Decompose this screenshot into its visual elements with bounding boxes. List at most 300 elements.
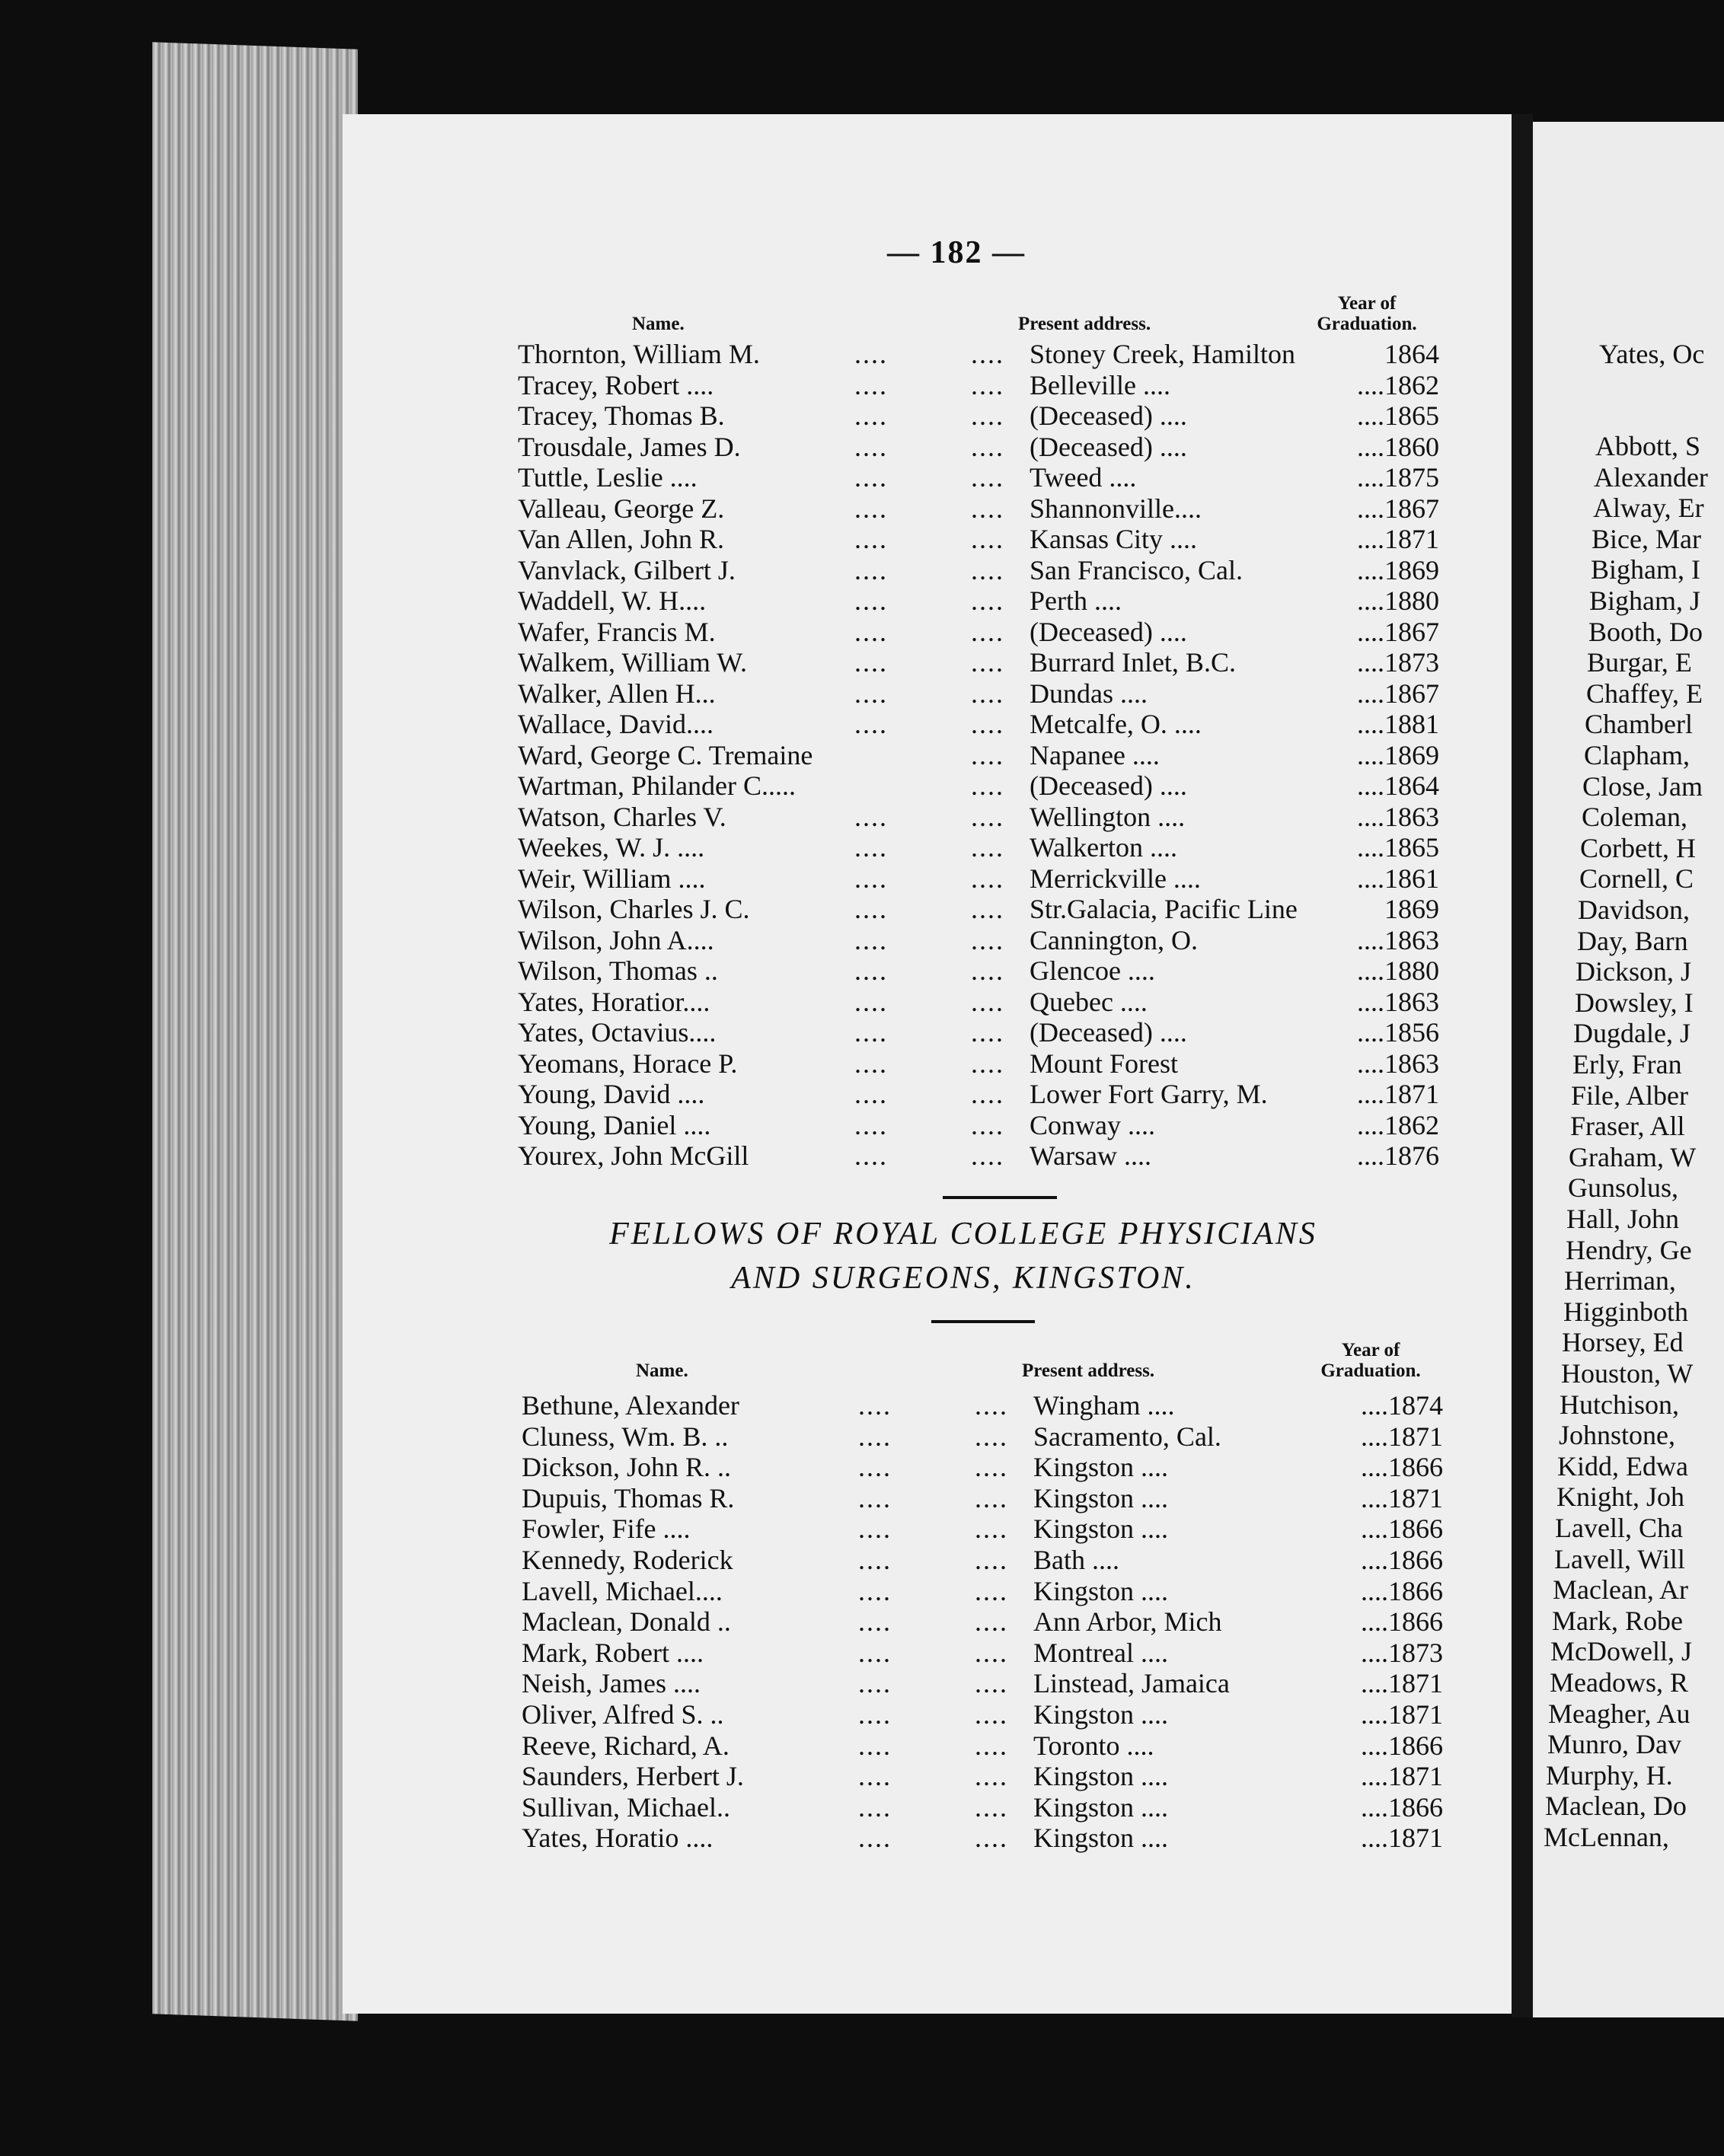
entry-year: ....1867 bbox=[1357, 616, 1439, 647]
entry-address: Kansas City .... bbox=[1030, 524, 1197, 554]
leader-dots: .... bbox=[971, 462, 1004, 493]
leader-dots: .... bbox=[854, 554, 888, 585]
right-page-entry: Clapham, bbox=[1584, 740, 1690, 770]
right-page-entry: Cornell, C bbox=[1579, 863, 1694, 895]
entry-address: Kingston .... bbox=[1033, 1452, 1169, 1483]
entry-year: ....1871 bbox=[1361, 1421, 1443, 1452]
entry-name: Wafer, Francis M. bbox=[518, 616, 716, 647]
entry-name: Watson, Charles V. bbox=[518, 801, 726, 832]
leader-dots: .... bbox=[858, 1791, 892, 1823]
leader-dots: .... bbox=[971, 770, 1004, 801]
leader-dots: .... bbox=[971, 986, 1004, 1017]
divider-rule bbox=[931, 1320, 1035, 1323]
list2-header-name: Name. bbox=[636, 1360, 688, 1381]
entry-year: ....1867 bbox=[1357, 678, 1439, 709]
right-page-entry: McDowell, J bbox=[1550, 1636, 1692, 1667]
entry-name: Wilson, Charles J. C. bbox=[518, 894, 750, 924]
leader-dots: .... bbox=[854, 369, 888, 400]
entry-year: ....1871 bbox=[1357, 1079, 1439, 1109]
leader-dots: .... bbox=[975, 1545, 1008, 1575]
entry-name: Young, David .... bbox=[518, 1079, 705, 1109]
entry-year: ....1865 bbox=[1357, 832, 1439, 863]
leader-dots: .... bbox=[858, 1513, 892, 1545]
entry-address: Kingston .... bbox=[1033, 1575, 1169, 1606]
leader-dots: .... bbox=[971, 585, 1004, 616]
right-page-entry: McLennan, bbox=[1544, 1822, 1669, 1852]
entry-address: Str.Galacia, Pacific Line bbox=[1030, 894, 1298, 924]
entry-address: Merrickville .... bbox=[1030, 863, 1201, 894]
right-page-entry: Dickson, J bbox=[1576, 956, 1691, 987]
entry-name: Yates, Octavius.... bbox=[518, 1017, 717, 1048]
entry-address: Warsaw .... bbox=[1030, 1140, 1152, 1171]
leader-dots: .... bbox=[971, 894, 1004, 924]
leader-dots: .... bbox=[858, 1668, 892, 1699]
list1-header-address: Present address. bbox=[1018, 314, 1151, 334]
entry-name: Reeve, Richard, A. bbox=[522, 1730, 730, 1761]
entry-address: (Deceased) .... bbox=[1030, 616, 1187, 647]
entry-address: Bath .... bbox=[1033, 1545, 1119, 1575]
leader-dots: .... bbox=[858, 1761, 892, 1792]
entry-name: Tracey, Thomas B. bbox=[518, 400, 725, 431]
entry-address: Kingston .... bbox=[1033, 1791, 1169, 1823]
entry-address: Burrard Inlet, B.C. bbox=[1030, 647, 1236, 678]
entry-address: Napanee .... bbox=[1030, 739, 1160, 770]
list2-header-year-line1: Year of bbox=[1341, 1340, 1400, 1360]
leader-dots: .... bbox=[971, 616, 1004, 647]
entry-address: Metcalfe, O. .... bbox=[1030, 709, 1202, 739]
entry-row bbox=[522, 1730, 1443, 1761]
leader-dots: .... bbox=[971, 493, 1004, 524]
right-page-entry: Mark, Robe bbox=[1552, 1605, 1683, 1636]
right-page-entry: Dugdale, J bbox=[1573, 1018, 1690, 1049]
leader-dots: .... bbox=[854, 1017, 888, 1048]
entry-name: Trousdale, James D. bbox=[518, 431, 741, 462]
leader-dots: .... bbox=[858, 1545, 892, 1575]
entry-year: 1864 bbox=[1384, 339, 1439, 369]
entry-name: Wallace, David.... bbox=[518, 709, 714, 739]
entry-row bbox=[522, 1823, 1443, 1853]
entry-row bbox=[518, 740, 1439, 770]
leader-dots: .... bbox=[975, 1668, 1008, 1699]
entry-row bbox=[518, 524, 1439, 554]
entry-name: Young, Daniel .... bbox=[518, 1109, 711, 1140]
entry-row bbox=[522, 1545, 1443, 1575]
entry-address: Kingston .... bbox=[1033, 1699, 1169, 1730]
leader-dots: .... bbox=[971, 1017, 1004, 1048]
entry-address: Shannonville.... bbox=[1030, 493, 1202, 524]
right-page-entry: Alexander bbox=[1594, 461, 1708, 493]
book-gutter bbox=[1512, 114, 1533, 2017]
leader-dots: .... bbox=[854, 493, 888, 524]
leader-dots: .... bbox=[854, 863, 888, 894]
right-page-entry: Munro, Dav bbox=[1547, 1729, 1681, 1760]
leader-dots: .... bbox=[858, 1390, 892, 1421]
entry-year: ....1873 bbox=[1361, 1637, 1443, 1668]
entry-row bbox=[518, 462, 1439, 493]
leader-dots: .... bbox=[854, 678, 888, 709]
list1-header-name: Name. bbox=[632, 314, 685, 334]
right-page-entry: Higginboth bbox=[1563, 1296, 1689, 1327]
leader-dots: .... bbox=[854, 585, 888, 616]
entry-name: Neish, James .... bbox=[522, 1668, 701, 1699]
leader-dots: .... bbox=[854, 1140, 888, 1171]
entry-address: San Francisco, Cal. bbox=[1030, 554, 1243, 585]
entry-name: Sullivan, Michael.. bbox=[522, 1791, 730, 1823]
leader-dots: .... bbox=[858, 1823, 892, 1854]
right-page-entry: Meadows, R bbox=[1550, 1667, 1688, 1698]
entry-address: Linstead, Jamaica bbox=[1033, 1668, 1230, 1699]
entry-address: Kingston .... bbox=[1033, 1482, 1169, 1513]
leader-dots: .... bbox=[971, 524, 1004, 554]
entry-year: ....1880 bbox=[1357, 585, 1439, 616]
entry-row bbox=[518, 493, 1439, 524]
entry-name: Thornton, William M. bbox=[518, 339, 760, 369]
leader-dots: .... bbox=[858, 1699, 892, 1730]
entry-name: Yates, Horatio .... bbox=[522, 1823, 714, 1854]
leader-dots: .... bbox=[971, 1140, 1004, 1171]
leader-dots: .... bbox=[971, 1048, 1004, 1079]
entry-address: Perth .... bbox=[1030, 585, 1122, 616]
leader-dots: .... bbox=[975, 1513, 1008, 1545]
entry-address: (Deceased) .... bbox=[1030, 770, 1187, 801]
page-number: — 182 — bbox=[887, 235, 1026, 270]
entry-row bbox=[518, 1048, 1439, 1079]
right-page-entry: Horsey, Ed bbox=[1562, 1327, 1684, 1358]
entry-year: ....1881 bbox=[1357, 709, 1439, 739]
entry-row bbox=[518, 1140, 1439, 1171]
leader-dots: .... bbox=[975, 1390, 1008, 1421]
entry-year: ....1880 bbox=[1357, 955, 1439, 986]
leader-dots: .... bbox=[854, 924, 888, 955]
leader-dots: .... bbox=[854, 894, 888, 924]
leader-dots: .... bbox=[854, 431, 888, 462]
right-page-entry: Kidd, Edwa bbox=[1557, 1450, 1688, 1481]
leader-dots: .... bbox=[971, 431, 1004, 462]
leader-dots: .... bbox=[854, 339, 888, 369]
entry-address: Quebec .... bbox=[1030, 986, 1148, 1017]
entry-name: Tuttle, Leslie .... bbox=[518, 462, 698, 493]
leader-dots: .... bbox=[975, 1730, 1008, 1761]
entry-year: ....1876 bbox=[1357, 1140, 1439, 1171]
entry-row bbox=[522, 1792, 1443, 1823]
entry-name: Bethune, Alexander bbox=[522, 1390, 739, 1421]
entry-address: (Deceased) .... bbox=[1030, 400, 1187, 431]
right-page-entry: Booth, Do bbox=[1588, 616, 1703, 647]
entry-address: Kingston .... bbox=[1033, 1513, 1169, 1545]
right-page-entry: Herriman, bbox=[1564, 1265, 1676, 1296]
entry-year: ....1863 bbox=[1357, 801, 1439, 832]
leader-dots: .... bbox=[854, 955, 888, 986]
entry-name: Fowler, Fife .... bbox=[522, 1513, 691, 1545]
leader-dots: .... bbox=[854, 1079, 888, 1109]
entry-year: ....1864 bbox=[1357, 770, 1439, 801]
leader-dots: .... bbox=[854, 524, 888, 554]
entry-year: ....1866 bbox=[1361, 1791, 1443, 1823]
right-page-entry: Fraser, All bbox=[1570, 1111, 1685, 1142]
entry-row bbox=[522, 1668, 1443, 1698]
entry-address: Belleville .... bbox=[1030, 369, 1170, 400]
right-page-entry: Maclean, Ar bbox=[1553, 1574, 1688, 1606]
section-title bbox=[461, 1212, 1466, 1300]
entry-year: ....1863 bbox=[1357, 924, 1439, 955]
leader-dots: .... bbox=[971, 678, 1004, 709]
leader-dots: .... bbox=[854, 709, 888, 739]
leader-dots: .... bbox=[971, 801, 1004, 832]
divider-rule bbox=[943, 1196, 1057, 1199]
entry-name: Tracey, Robert .... bbox=[518, 369, 714, 400]
entry-row bbox=[518, 709, 1439, 739]
right-page-entry: Knight, Joh bbox=[1556, 1481, 1685, 1513]
right-page-entry: Burgar, E bbox=[1587, 647, 1692, 678]
entry-address: Walkerton .... bbox=[1030, 832, 1178, 863]
entry-year: ....1869 bbox=[1357, 554, 1439, 585]
leader-dots: .... bbox=[854, 801, 888, 832]
entry-row bbox=[522, 1576, 1443, 1606]
section-title-line2: AND SURGEONS, KINGSTON. bbox=[731, 1261, 1196, 1296]
leader-dots: .... bbox=[858, 1452, 892, 1483]
entry-row bbox=[518, 832, 1439, 863]
entry-name: Yates, Horatior.... bbox=[518, 986, 710, 1017]
list2-header-year bbox=[1298, 1340, 1443, 1381]
right-page-entry: Johnstone, bbox=[1559, 1420, 1675, 1451]
list2-header-address: Present address. bbox=[1022, 1360, 1155, 1381]
entry-year: ....1863 bbox=[1357, 1048, 1439, 1079]
right-page-entry: Maclean, Do bbox=[1545, 1791, 1687, 1822]
entry-row bbox=[518, 802, 1439, 832]
entry-address: Glencoe .... bbox=[1030, 955, 1155, 986]
leader-dots: .... bbox=[975, 1575, 1008, 1606]
right-page-entry: Davidson, bbox=[1578, 895, 1690, 925]
entry-row bbox=[522, 1761, 1443, 1791]
entry-address: Lower Fort Garry, M. bbox=[1030, 1079, 1268, 1109]
entry-year: ....1865 bbox=[1357, 400, 1439, 431]
entry-name: Vanvlack, Gilbert J. bbox=[518, 554, 736, 585]
entry-row bbox=[518, 555, 1439, 585]
right-page-entry: Close, Jam bbox=[1582, 770, 1703, 802]
right-page-entry: Coleman, bbox=[1582, 802, 1687, 833]
right-page-entry: Hall, John bbox=[1566, 1204, 1679, 1234]
entry-name: Walker, Allen H... bbox=[518, 678, 716, 709]
entry-name: Mark, Robert .... bbox=[522, 1637, 704, 1668]
entry-row bbox=[518, 894, 1439, 924]
right-page-entry: Graham, W bbox=[1569, 1141, 1697, 1172]
right-page-entry: Bigham, J bbox=[1589, 585, 1701, 616]
leader-dots: .... bbox=[854, 616, 888, 647]
entry-row bbox=[522, 1513, 1443, 1544]
leader-dots: .... bbox=[971, 1079, 1004, 1109]
entry-address: Stoney Creek, Hamilton bbox=[1030, 339, 1295, 369]
entry-year: ....1866 bbox=[1361, 1545, 1443, 1575]
entry-row bbox=[522, 1699, 1443, 1730]
leader-dots: .... bbox=[858, 1730, 892, 1761]
right-page-entry: Houston, W bbox=[1561, 1358, 1694, 1389]
entry-row bbox=[518, 770, 1439, 801]
entry-address: Wellington .... bbox=[1030, 801, 1186, 832]
entry-year: ....1861 bbox=[1357, 863, 1439, 894]
entry-row bbox=[518, 585, 1439, 616]
right-page-entry: Murphy, H. bbox=[1546, 1759, 1673, 1791]
leader-dots: .... bbox=[975, 1761, 1008, 1792]
leader-dots: .... bbox=[858, 1637, 892, 1668]
entry-row bbox=[518, 400, 1439, 431]
list1-header-year-line2: Graduation. bbox=[1317, 314, 1417, 334]
right-page-entry: Lavell, Will bbox=[1554, 1543, 1685, 1574]
entry-address: Kingston .... bbox=[1033, 1761, 1169, 1792]
leader-dots: .... bbox=[971, 739, 1004, 770]
entry-address: Kingston .... bbox=[1033, 1823, 1169, 1854]
entry-year: ....1862 bbox=[1357, 1109, 1439, 1140]
entry-name: Dupuis, Thomas R. bbox=[522, 1482, 735, 1513]
leader-dots: .... bbox=[971, 832, 1004, 863]
leader-dots: .... bbox=[854, 462, 888, 493]
leader-dots: .... bbox=[975, 1421, 1008, 1452]
leader-dots: .... bbox=[971, 400, 1004, 431]
entry-name: Yeomans, Horace P. bbox=[518, 1048, 738, 1079]
leader-dots: .... bbox=[975, 1606, 1008, 1638]
entry-row bbox=[518, 432, 1439, 462]
entry-year: ....1873 bbox=[1357, 647, 1439, 678]
right-page-entry: Bigham, I bbox=[1591, 554, 1700, 585]
right-page-entry: Chamberl bbox=[1585, 709, 1693, 740]
list2-header-year-line2: Graduation. bbox=[1320, 1360, 1421, 1381]
right-page-entry: Corbett, H bbox=[1580, 832, 1696, 863]
right-page-entry: Abbott, S bbox=[1595, 431, 1701, 461]
entry-year: ....1856 bbox=[1357, 1017, 1439, 1048]
entry-year: ....1860 bbox=[1357, 431, 1439, 462]
entry-address: (Deceased) .... bbox=[1030, 431, 1187, 462]
entry-row bbox=[518, 1017, 1439, 1048]
entry-name: Wartman, Philander C..... bbox=[518, 770, 797, 801]
leader-dots: .... bbox=[854, 832, 888, 863]
entry-name: Cluness, Wm. B. .. bbox=[522, 1421, 729, 1452]
list1-header-year bbox=[1295, 293, 1439, 334]
entry-year: ....1871 bbox=[1361, 1699, 1443, 1730]
leader-dots: .... bbox=[971, 339, 1004, 369]
entry-year: ....1875 bbox=[1357, 462, 1439, 493]
entry-row bbox=[518, 1110, 1439, 1140]
entry-year: ....1871 bbox=[1357, 524, 1439, 554]
entry-name: Maclean, Donald .. bbox=[522, 1606, 731, 1638]
leader-dots: .... bbox=[971, 863, 1004, 894]
entry-name: Walkem, William W. bbox=[518, 647, 747, 678]
leader-dots: .... bbox=[854, 986, 888, 1017]
right-page-entry: Alway, Er bbox=[1593, 493, 1704, 524]
book-page-edges bbox=[152, 42, 358, 2020]
entry-address: Montreal .... bbox=[1033, 1637, 1168, 1668]
leader-dots: .... bbox=[971, 924, 1004, 955]
leader-dots: .... bbox=[975, 1699, 1008, 1730]
leader-dots: .... bbox=[971, 709, 1004, 739]
entry-row bbox=[522, 1638, 1443, 1668]
entry-name: Dickson, John R. .. bbox=[522, 1452, 732, 1483]
entry-year: ....1866 bbox=[1361, 1452, 1443, 1483]
entry-year: ....1871 bbox=[1361, 1668, 1443, 1699]
entry-row bbox=[518, 678, 1439, 709]
entry-name: Valleau, George Z. bbox=[518, 493, 725, 524]
leader-dots: .... bbox=[858, 1575, 892, 1606]
entry-row bbox=[522, 1390, 1443, 1421]
entry-name: Saunders, Herbert J. bbox=[522, 1761, 744, 1792]
leader-dots: .... bbox=[971, 369, 1004, 400]
entry-name: Yourex, John McGill bbox=[518, 1140, 749, 1171]
entry-row bbox=[522, 1606, 1443, 1637]
right-page-entry: File, Alber bbox=[1571, 1080, 1688, 1111]
entry-address: Ann Arbor, Mich bbox=[1033, 1606, 1222, 1638]
section-title-line1: FELLOWS OF ROYAL COLLEGE PHYSICIANS bbox=[609, 1217, 1317, 1252]
right-page-entry: Hendry, Ge bbox=[1566, 1234, 1692, 1265]
right-page-entry: Gunsolus, bbox=[1568, 1172, 1679, 1204]
entry-row bbox=[518, 1079, 1439, 1109]
leader-dots: .... bbox=[858, 1482, 892, 1513]
leader-dots: .... bbox=[854, 1048, 888, 1079]
entry-row bbox=[518, 925, 1439, 955]
entry-address: Wingham .... bbox=[1033, 1390, 1175, 1421]
entry-address: Conway .... bbox=[1030, 1109, 1155, 1140]
entry-name: Waddell, W. H.... bbox=[518, 585, 707, 616]
leader-dots: .... bbox=[858, 1606, 892, 1638]
entry-name: Lavell, Michael.... bbox=[522, 1575, 723, 1606]
entry-name: Wilson, Thomas .. bbox=[518, 955, 718, 986]
entry-year: ....1867 bbox=[1357, 493, 1439, 524]
entry-name: Weekes, W. J. .... bbox=[518, 832, 705, 863]
list1-header-year-line1: Year of bbox=[1337, 293, 1397, 314]
leader-dots: .... bbox=[858, 1421, 892, 1452]
right-page-entry: Erly, Fran bbox=[1572, 1049, 1682, 1080]
entry-row bbox=[518, 370, 1439, 400]
right-page-entry: Dowsley, I bbox=[1575, 987, 1694, 1018]
leader-dots: .... bbox=[975, 1482, 1008, 1513]
entry-address: Mount Forest bbox=[1030, 1048, 1179, 1079]
entry-row bbox=[518, 863, 1439, 894]
right-page-entry: Lavell, Cha bbox=[1555, 1513, 1683, 1543]
entry-name: Wilson, John A.... bbox=[518, 924, 714, 955]
entry-address: Dundas .... bbox=[1030, 678, 1148, 709]
leader-dots: .... bbox=[975, 1637, 1008, 1668]
leader-dots: .... bbox=[854, 1109, 888, 1140]
entry-year: ....1862 bbox=[1357, 369, 1439, 400]
right-page-entry: Meagher, Au bbox=[1548, 1698, 1690, 1729]
entry-row bbox=[522, 1421, 1443, 1452]
entry-address: Sacramento, Cal. bbox=[1033, 1421, 1221, 1452]
entry-address: (Deceased) .... bbox=[1030, 1017, 1187, 1048]
entry-year: ....1863 bbox=[1357, 986, 1439, 1017]
leader-dots: .... bbox=[971, 1109, 1004, 1140]
leader-dots: .... bbox=[971, 955, 1004, 986]
entry-year: ....1866 bbox=[1361, 1730, 1443, 1761]
entry-row bbox=[518, 647, 1439, 678]
entry-row bbox=[518, 987, 1439, 1017]
leader-dots: .... bbox=[971, 647, 1004, 678]
entry-address: Toronto .... bbox=[1033, 1730, 1154, 1761]
entry-address: Cannington, O. bbox=[1030, 924, 1198, 955]
entry-year: ....1866 bbox=[1361, 1606, 1443, 1638]
entry-year: ....1869 bbox=[1357, 739, 1439, 770]
entry-name: Kennedy, Roderick bbox=[522, 1545, 733, 1575]
entry-address: Tweed .... bbox=[1030, 462, 1137, 493]
entry-year: ....1871 bbox=[1361, 1761, 1443, 1792]
entry-row bbox=[518, 339, 1439, 369]
leader-dots: .... bbox=[975, 1791, 1008, 1823]
entry-row bbox=[522, 1483, 1443, 1513]
leader-dots: .... bbox=[854, 647, 888, 678]
entry-row bbox=[518, 955, 1439, 986]
entry-name: Ward, George C. Tremaine bbox=[518, 739, 813, 770]
right-page-entry: Day, Barn bbox=[1577, 925, 1688, 956]
right-page-entry: Hutchison, bbox=[1560, 1389, 1679, 1420]
leader-dots: .... bbox=[975, 1452, 1008, 1483]
entry-year: ....1871 bbox=[1361, 1482, 1443, 1513]
entry-year: ....1866 bbox=[1361, 1513, 1443, 1545]
